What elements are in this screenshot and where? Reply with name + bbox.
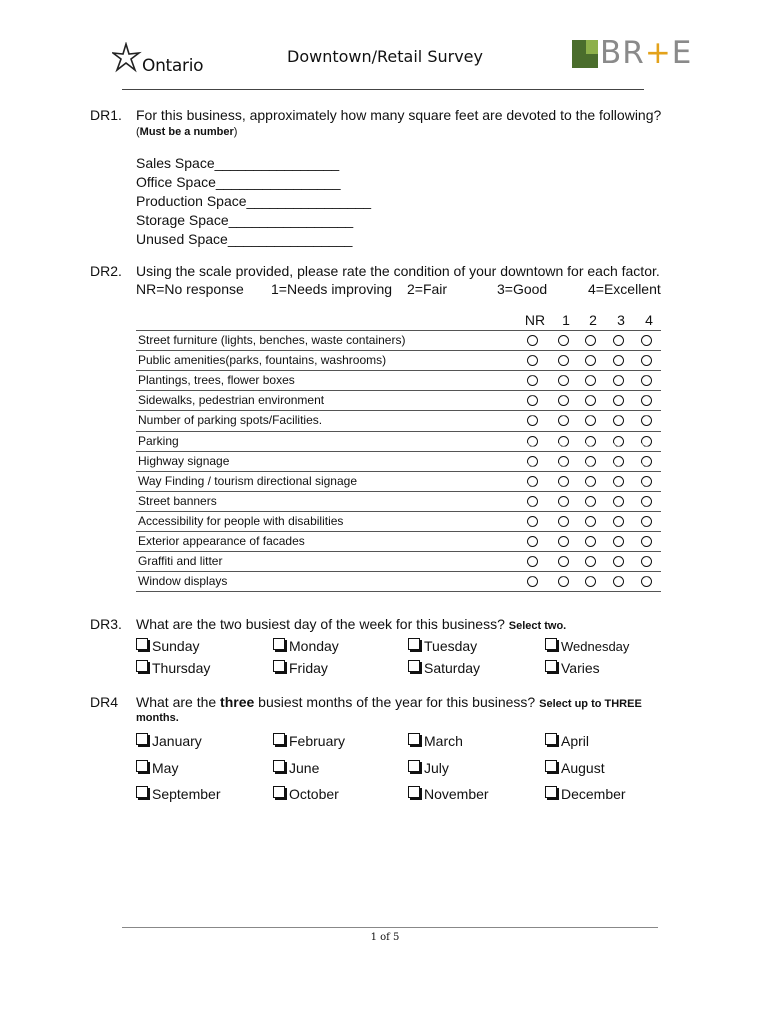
factor-label: Highway signage (138, 453, 230, 468)
radio-3-icon[interactable] (613, 576, 624, 587)
radio-4-icon[interactable] (641, 556, 652, 567)
radio-2-icon[interactable] (585, 556, 596, 567)
radio-1-icon[interactable] (558, 436, 569, 447)
table-row-divider (136, 591, 661, 592)
radio-nr-icon[interactable] (527, 576, 538, 587)
radio-1-icon[interactable] (558, 456, 569, 467)
column-header-4: 4 (645, 312, 653, 328)
radio-2-icon[interactable] (585, 436, 596, 447)
question-dr4: What are the three busiest months of the year for this business? Select up to THREE (136, 694, 642, 710)
table-row-divider (136, 410, 661, 411)
column-header-3: 3 (617, 312, 625, 328)
question-dr3: What are the two busiest day of the week for this business? Select two. (136, 616, 567, 632)
unused-space-field[interactable]: Unused Space________________ (136, 231, 353, 247)
checkbox-thursday[interactable]: Thursday (136, 660, 210, 678)
question-dr1: For this business, approximately how many square feet are devoted to the following? (136, 107, 662, 123)
checkbox-june[interactable]: June (273, 760, 319, 778)
radio-1-icon[interactable] (558, 375, 569, 386)
factor-label: Parking (138, 433, 179, 448)
radio-1-icon[interactable] (558, 536, 569, 547)
bre-logo-square (572, 40, 598, 68)
checkbox-icon[interactable] (545, 760, 557, 772)
table-row-divider (136, 531, 661, 532)
table-row-divider (136, 350, 661, 351)
storage-space-field[interactable]: Storage Space________________ (136, 212, 354, 228)
radio-2-icon[interactable] (585, 536, 596, 547)
checkbox-january[interactable]: January (136, 733, 202, 751)
radio-2-icon[interactable] (585, 375, 596, 386)
checkbox-icon[interactable] (136, 733, 148, 745)
radio-1-icon[interactable] (558, 395, 569, 406)
radio-nr-icon[interactable] (527, 476, 538, 487)
table-row-divider (136, 370, 661, 371)
radio-2-icon[interactable] (585, 456, 596, 467)
question-number-dr1: DR1. (90, 107, 122, 123)
checkbox-wednesday[interactable]: Wednesday (545, 638, 629, 656)
radio-4-icon[interactable] (641, 436, 652, 447)
table-row-divider (136, 551, 661, 552)
office-space-field[interactable]: Office Space________________ (136, 174, 341, 190)
table-row-divider (136, 571, 661, 572)
factor-label: Street banners (138, 493, 217, 508)
radio-4-icon[interactable] (641, 536, 652, 547)
radio-nr-icon[interactable] (527, 516, 538, 527)
radio-4-icon[interactable] (641, 516, 652, 527)
radio-4-icon[interactable] (641, 335, 652, 346)
radio-2-icon[interactable] (585, 395, 596, 406)
checkbox-icon[interactable] (545, 660, 557, 672)
checkbox-november[interactable]: November (408, 786, 489, 804)
checkbox-icon[interactable] (545, 638, 557, 650)
radio-2-icon[interactable] (585, 516, 596, 527)
radio-1-icon[interactable] (558, 516, 569, 527)
checkbox-icon[interactable] (408, 760, 420, 772)
checkbox-icon[interactable] (408, 660, 420, 672)
scale-4: 4=Excellent (588, 281, 661, 297)
checkbox-icon[interactable] (408, 786, 420, 798)
radio-4-icon[interactable] (641, 395, 652, 406)
table-row-divider (136, 511, 661, 512)
checkbox-icon[interactable] (408, 638, 420, 650)
factor-label: Window displays (138, 574, 228, 589)
factor-label: Plantings, trees, flower boxes (138, 373, 295, 388)
scale-1: 1=Needs improving (271, 281, 393, 297)
radio-3-icon[interactable] (613, 556, 624, 567)
radio-nr-icon[interactable] (527, 436, 538, 447)
question-number-dr3: DR3. (90, 616, 122, 632)
radio-3-icon[interactable] (613, 395, 624, 406)
question-number-dr4: DR4 (90, 694, 119, 710)
radio-4-icon[interactable] (641, 355, 652, 366)
radio-nr-icon[interactable] (527, 536, 538, 547)
radio-3-icon[interactable] (613, 516, 624, 527)
radio-3-icon[interactable] (613, 375, 624, 386)
column-header-nr: NR (524, 312, 546, 328)
radio-nr-icon[interactable] (527, 375, 538, 386)
radio-nr-icon[interactable] (527, 395, 538, 406)
checkbox-icon[interactable] (136, 638, 148, 650)
checkbox-icon[interactable] (273, 733, 285, 745)
radio-3-icon[interactable] (613, 536, 624, 547)
factor-label: Public amenities(parks, fountains, washrooms) (138, 353, 387, 368)
table-row-divider (136, 451, 661, 452)
checkbox-august[interactable]: August (545, 760, 605, 778)
table-row-divider (136, 491, 661, 492)
radio-1-icon[interactable] (558, 355, 569, 366)
scale-2: 2=Fair (407, 281, 448, 297)
factor-label: Sidewalks, pedestrian environment (138, 393, 325, 408)
factor-label: Accessibility for people with disabilities (138, 513, 344, 528)
radio-1-icon[interactable] (558, 496, 569, 507)
radio-3-icon[interactable] (613, 355, 624, 366)
radio-2-icon[interactable] (585, 355, 596, 366)
radio-3-icon[interactable] (613, 476, 624, 487)
note-dr1: (Must be a number) (136, 126, 238, 138)
radio-1-icon[interactable] (558, 335, 569, 346)
radio-nr-icon[interactable] (527, 335, 538, 346)
scale-3: 3=Good (497, 281, 548, 297)
radio-4-icon[interactable] (641, 456, 652, 467)
column-header-1: 1 (562, 312, 570, 328)
radio-nr-icon[interactable] (527, 496, 538, 507)
bre-logo-text: BR+E (600, 35, 693, 71)
checkbox-april[interactable]: April (545, 733, 589, 751)
radio-2-icon[interactable] (585, 496, 596, 507)
checkbox-tuesday[interactable]: Tuesday (408, 638, 477, 656)
question-dr4-continued: months. (136, 712, 179, 724)
production-space-field[interactable]: Production Space________________ (136, 193, 372, 209)
checkbox-icon[interactable] (545, 733, 557, 745)
radio-3-icon[interactable] (613, 456, 624, 467)
factor-label: Street furniture (lights, benches, waste containers) (138, 333, 406, 347)
radio-4-icon[interactable] (641, 496, 652, 507)
table-row-divider (136, 431, 661, 432)
radio-4-icon[interactable] (641, 375, 652, 386)
bre-logo (572, 35, 693, 71)
rating-scale-legend (136, 281, 666, 299)
radio-3-icon[interactable] (613, 436, 624, 447)
checkbox-icon[interactable] (273, 638, 285, 650)
scale-nr: NR=No response (136, 281, 244, 297)
checkbox-icon[interactable] (273, 760, 285, 772)
checkbox-sunday[interactable]: Sunday (136, 638, 199, 656)
radio-1-icon[interactable] (558, 576, 569, 587)
factor-label: Exterior appearance of facades (138, 534, 305, 548)
question-number-dr2: DR2. (90, 263, 122, 279)
radio-2-icon[interactable] (585, 335, 596, 346)
checkbox-july[interactable]: July (408, 760, 449, 778)
table-row-divider (136, 330, 661, 331)
page-title: Downtown/Retail Survey (287, 47, 483, 66)
sales-space-field[interactable]: Sales Space________________ (136, 155, 340, 171)
radio-1-icon[interactable] (558, 476, 569, 487)
checkbox-icon[interactable] (273, 786, 285, 798)
radio-2-icon[interactable] (585, 415, 596, 426)
radio-3-icon[interactable] (613, 335, 624, 346)
header-divider (122, 89, 644, 90)
column-header-2: 2 (589, 312, 597, 328)
checkbox-december[interactable]: December (545, 786, 626, 804)
question-dr2: Using the scale provided, please rate the condition of your downtown for each factor. (136, 263, 660, 279)
checkbox-february[interactable]: February (273, 733, 345, 751)
checkbox-saturday[interactable]: Saturday (408, 660, 480, 678)
checkbox-may[interactable]: May (136, 760, 178, 778)
radio-3-icon[interactable] (613, 496, 624, 507)
checkbox-icon[interactable] (545, 786, 557, 798)
ontario-logo-text: Ontario (142, 56, 204, 76)
checkbox-varies[interactable]: Varies (545, 660, 600, 678)
radio-nr-icon[interactable] (527, 415, 538, 426)
table-row-divider (136, 471, 661, 472)
radio-nr-icon[interactable] (527, 556, 538, 567)
footer-divider (122, 927, 658, 928)
checkbox-icon[interactable] (408, 733, 420, 745)
factor-label: Number of parking spots/Facilities. (138, 413, 323, 428)
factor-label: Graffiti and litter (138, 554, 223, 569)
radio-nr-icon[interactable] (527, 355, 538, 366)
radio-3-icon[interactable] (613, 415, 624, 426)
checkbox-march[interactable]: March (408, 733, 463, 751)
checkbox-friday[interactable]: Friday (273, 660, 328, 678)
checkbox-october[interactable]: October (273, 786, 339, 804)
radio-4-icon[interactable] (641, 576, 652, 587)
table-row-divider (136, 390, 661, 391)
radio-1-icon[interactable] (558, 415, 569, 426)
factor-label: Way Finding / tourism directional signage (138, 473, 357, 488)
page-number: 1 of 5 (370, 932, 400, 943)
checkbox-monday[interactable]: Monday (273, 638, 339, 656)
radio-1-icon[interactable] (558, 556, 569, 567)
checkbox-icon[interactable] (273, 660, 285, 672)
radio-nr-icon[interactable] (527, 456, 538, 467)
radio-2-icon[interactable] (585, 476, 596, 487)
radio-4-icon[interactable] (641, 415, 652, 426)
checkbox-icon[interactable] (136, 660, 148, 672)
radio-4-icon[interactable] (641, 476, 652, 487)
checkbox-september[interactable]: September (136, 786, 220, 804)
checkbox-icon[interactable] (136, 760, 148, 772)
radio-2-icon[interactable] (585, 576, 596, 587)
checkbox-icon[interactable] (136, 786, 148, 798)
